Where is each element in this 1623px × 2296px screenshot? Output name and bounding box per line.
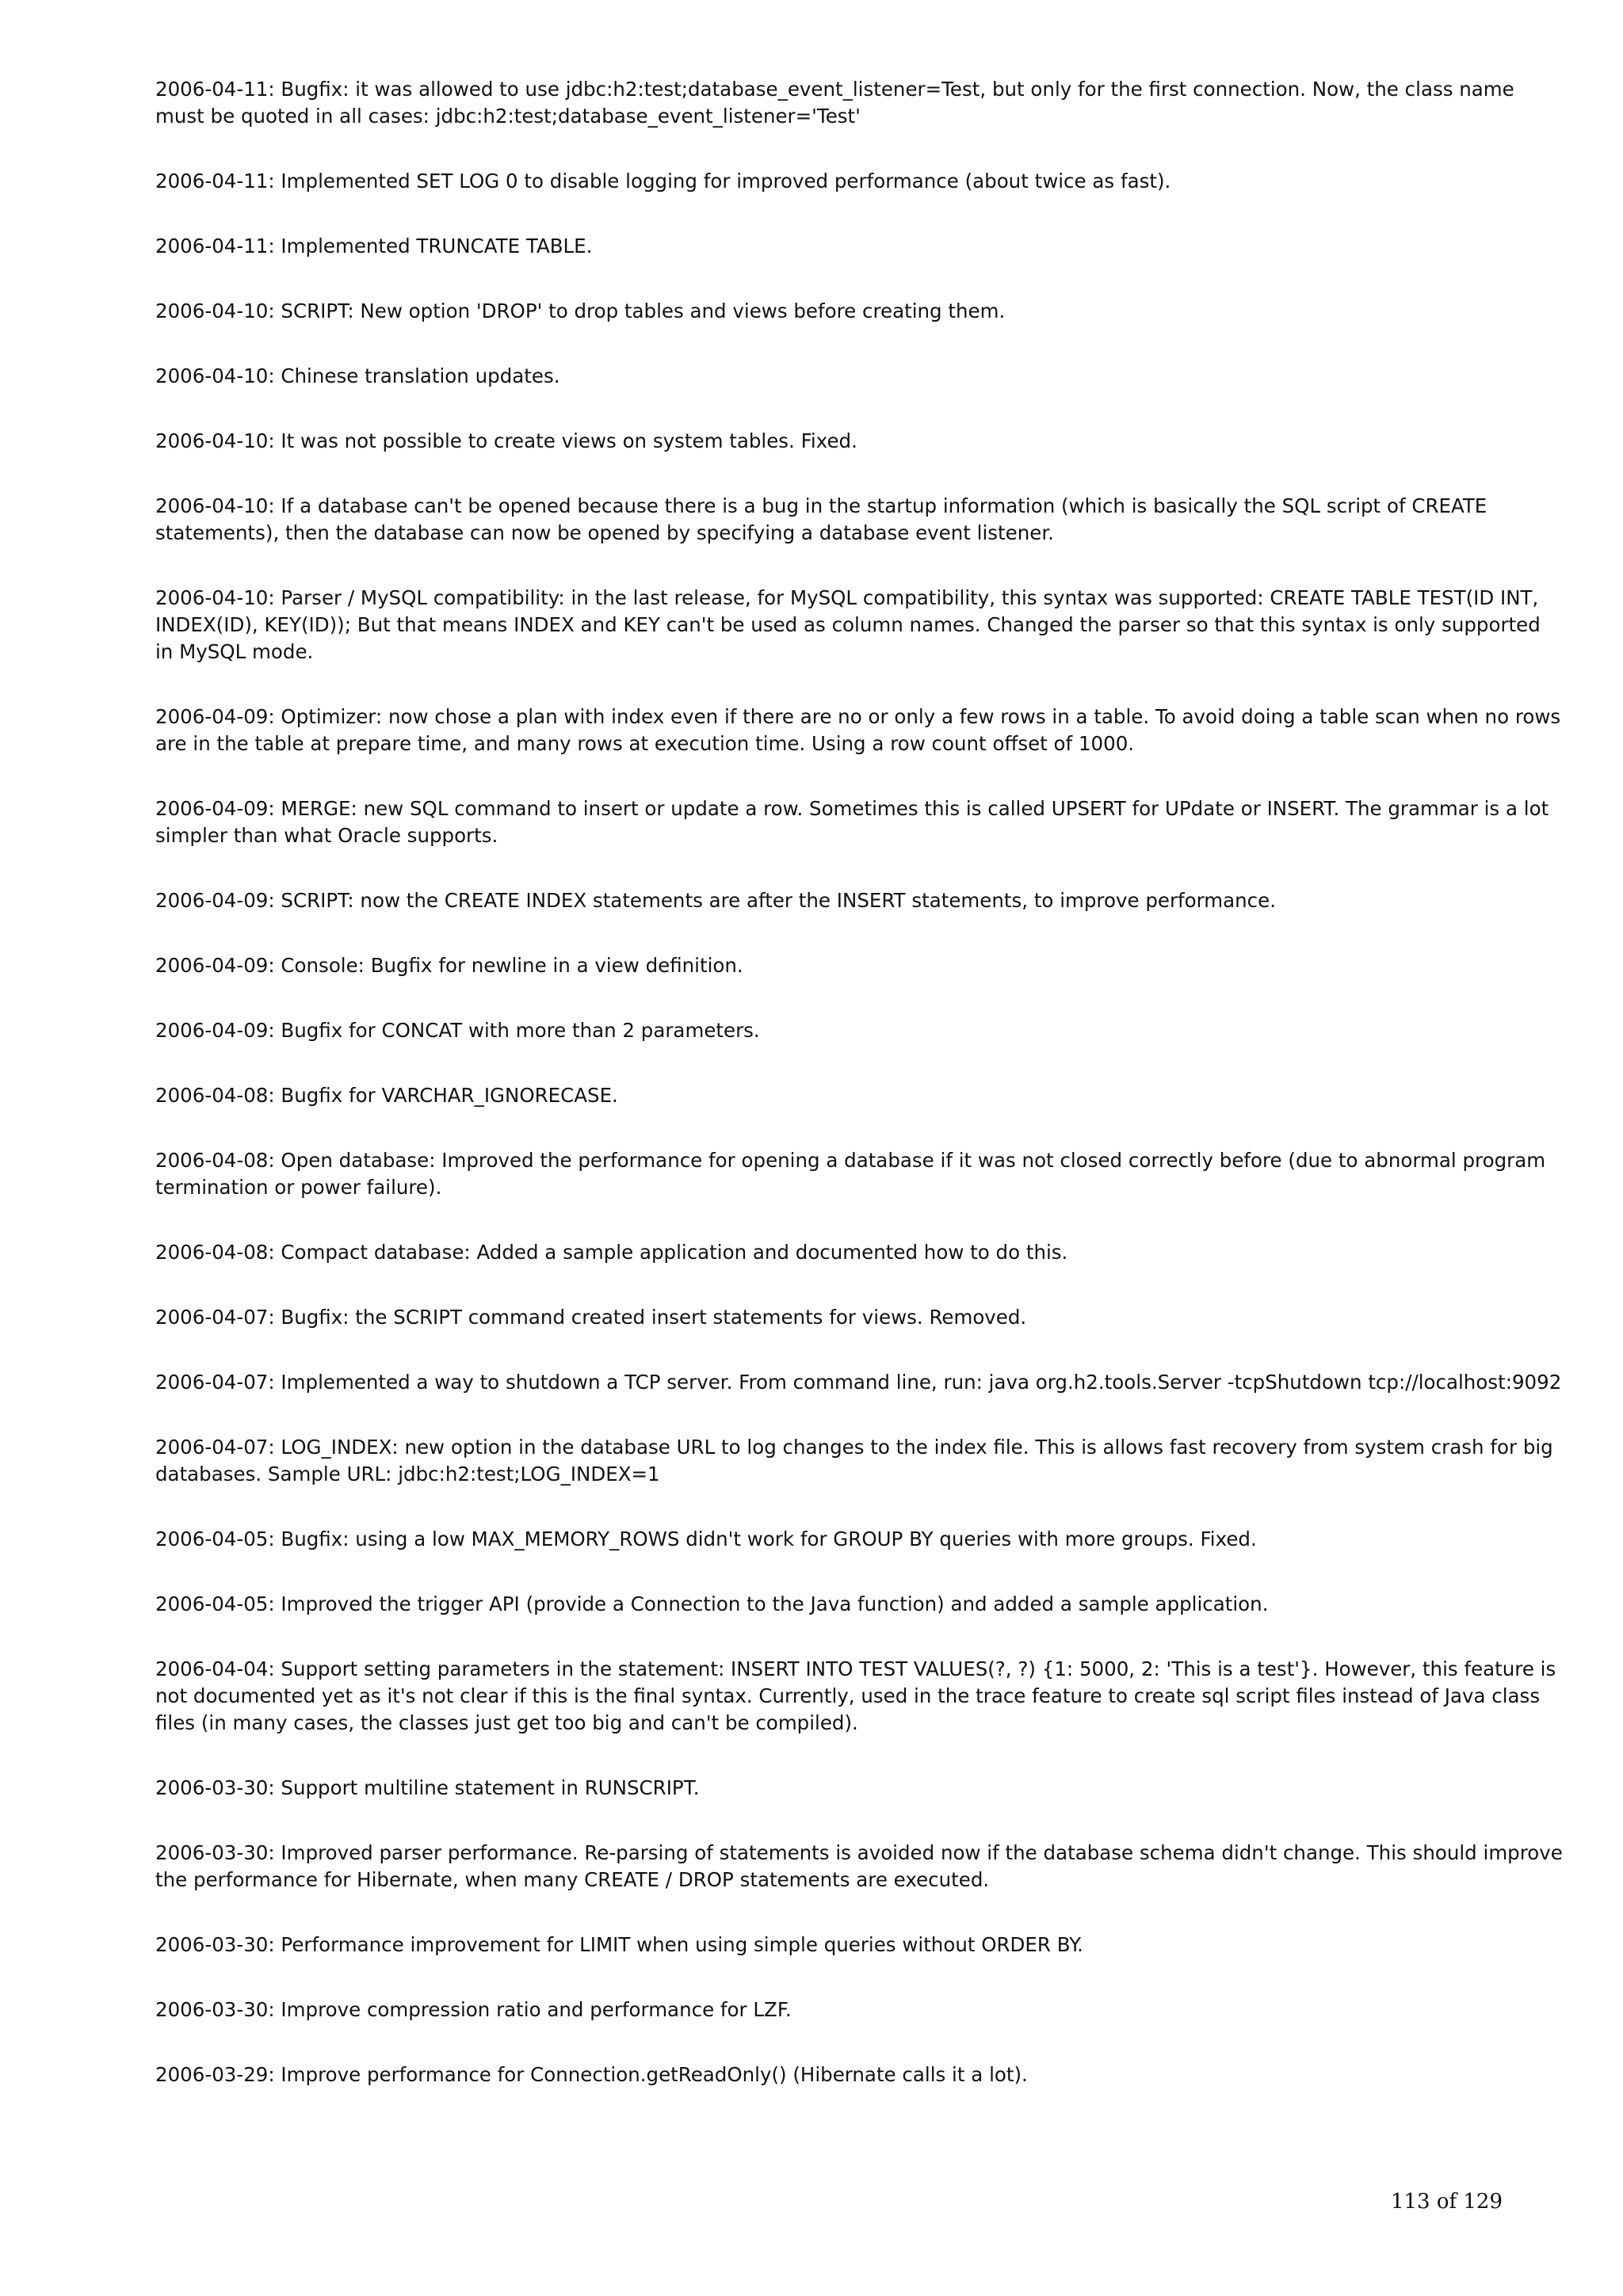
changelog-entry: 2006-03-29: Improve performance for Connection.getReadOnly() (Hibernate calls it a lot).	[155, 2063, 1028, 2086]
changelog-entry: 2006-04-04: Support setting parameters in the statement: INSERT INTO TEST VALUES(?, ?) {1: 5000, 2: 'This is a test'}. However, this feature is not documented yet as it's not clear if this is the final syntax. Currently, used in the trace feature to create sql script files instead of Java class files (in many cases, the classes just get too big and can't be compiled).	[155, 1657, 1556, 1734]
changelog-entry: 2006-04-10: It was not possible to create views on system tables. Fixed.	[155, 429, 857, 452]
changelog-entry: 2006-04-11: Implemented SET LOG 0 to disable logging for improved performance (about twice as fast).	[155, 170, 1171, 193]
changelog-entry: 2006-03-30: Improve compression ratio and performance for LZF.	[155, 1998, 792, 2021]
page-number: 113 of 129	[1390, 2190, 1503, 2214]
changelog-entry: 2006-04-09: Bugfix for CONCAT with more than 2 parameters.	[155, 1019, 760, 1042]
document-body	[155, 76, 1563, 2126]
changelog-entry: 2006-04-05: Bugfix: using a low MAX_MEMORY_ROWS didn't work for GROUP BY queries with more groups. Fixed.	[155, 1527, 1257, 1550]
changelog-entry: 2006-04-11: Bugfix: it was allowed to use jdbc:h2:test;database_event_listener=Test, but only for the first connection. Now, the class name must be quoted in all cases: jdbc:h2:test;database_event_listener='Test'	[155, 78, 1514, 128]
changelog-entry: 2006-04-08: Bugfix for VARCHAR_IGNORECASE.	[155, 1084, 618, 1107]
changelog-entry: 2006-04-07: LOG_INDEX: new option in the database URL to log changes to the index file. This is allows fast recovery from system crash for big databases. Sample URL: jdbc:h2:test;LOG_INDEX=1	[155, 1436, 1553, 1486]
changelog-entry: 2006-04-08: Open database: Improved the performance for opening a database if it was not closed correctly before (due to abnormal program termination or power failure).	[155, 1149, 1546, 1199]
changelog-entry: 2006-03-30: Performance improvement for LIMIT when using simple queries without ORDER BY.	[155, 1933, 1083, 1956]
changelog-entry: 2006-04-10: Parser / MySQL compatibility: in the last release, for MySQL compatibility, this syntax was supported: CREATE TABLE TEST(ID INT, INDEX(ID), KEY(ID)); But that means INDEX and KEY can't be used as column names. Changed the parser so that this syntax is only supported in MySQL mode.	[155, 586, 1541, 663]
changelog-entry: 2006-03-30: Improved parser performance. Re-parsing of statements is avoided now if the database schema didn't change. This should improve the performance for Hibernate, when many CREATE / DROP statements are executed.	[155, 1841, 1563, 1891]
changelog-entry: 2006-04-09: Optimizer: now chose a plan with index even if there are no or only a few rows in a table. To avoid doing a table scan when no rows are in the table at prepare time, and many rows at execution time. Using a row count offset of 1000.	[155, 705, 1561, 755]
changelog-entry: 2006-04-10: If a database can't be opened because there is a bug in the startup information (which is basically the SQL script of CREATE statements), then the database can now be opened by specifying a database event listener.	[155, 494, 1487, 544]
changelog-entry: 2006-04-05: Improved the trigger API (provide a Connection to the Java function) and added a sample application.	[155, 1592, 1269, 1615]
changelog-entry: 2006-04-09: MERGE: new SQL command to insert or update a row. Sometimes this is called UPSERT for UPdate or INSERT. The grammar is a lot simpler than what Oracle supports.	[155, 797, 1549, 847]
changelog-entry: 2006-04-11: Implemented TRUNCATE TABLE.	[155, 235, 593, 257]
changelog-entry: 2006-04-08: Compact database: Added a sample application and documented how to do this.	[155, 1241, 1068, 1264]
changelog-entry: 2006-04-09: Console: Bugfix for newline in a view definition.	[155, 954, 743, 977]
changelog-entry: 2006-04-07: Bugfix: the SCRIPT command created insert statements for views. Removed.	[155, 1306, 1027, 1329]
changelog-entry: 2006-04-09: SCRIPT: now the CREATE INDEX statements are after the INSERT statements, to improve performance.	[155, 889, 1277, 912]
changelog-entry: 2006-03-30: Support multiline statement in RUNSCRIPT.	[155, 1776, 700, 1799]
changelog-entry: 2006-04-07: Implemented a way to shutdown a TCP server. From command line, run: java org.h2.tools.Server -tcpShutdown tcp://localhost:9092	[155, 1371, 1562, 1394]
changelog-entry: 2006-04-10: SCRIPT: New option 'DROP' to drop tables and views before creating them.	[155, 299, 1006, 322]
changelog-entry: 2006-04-10: Chinese translation updates.	[155, 364, 560, 387]
